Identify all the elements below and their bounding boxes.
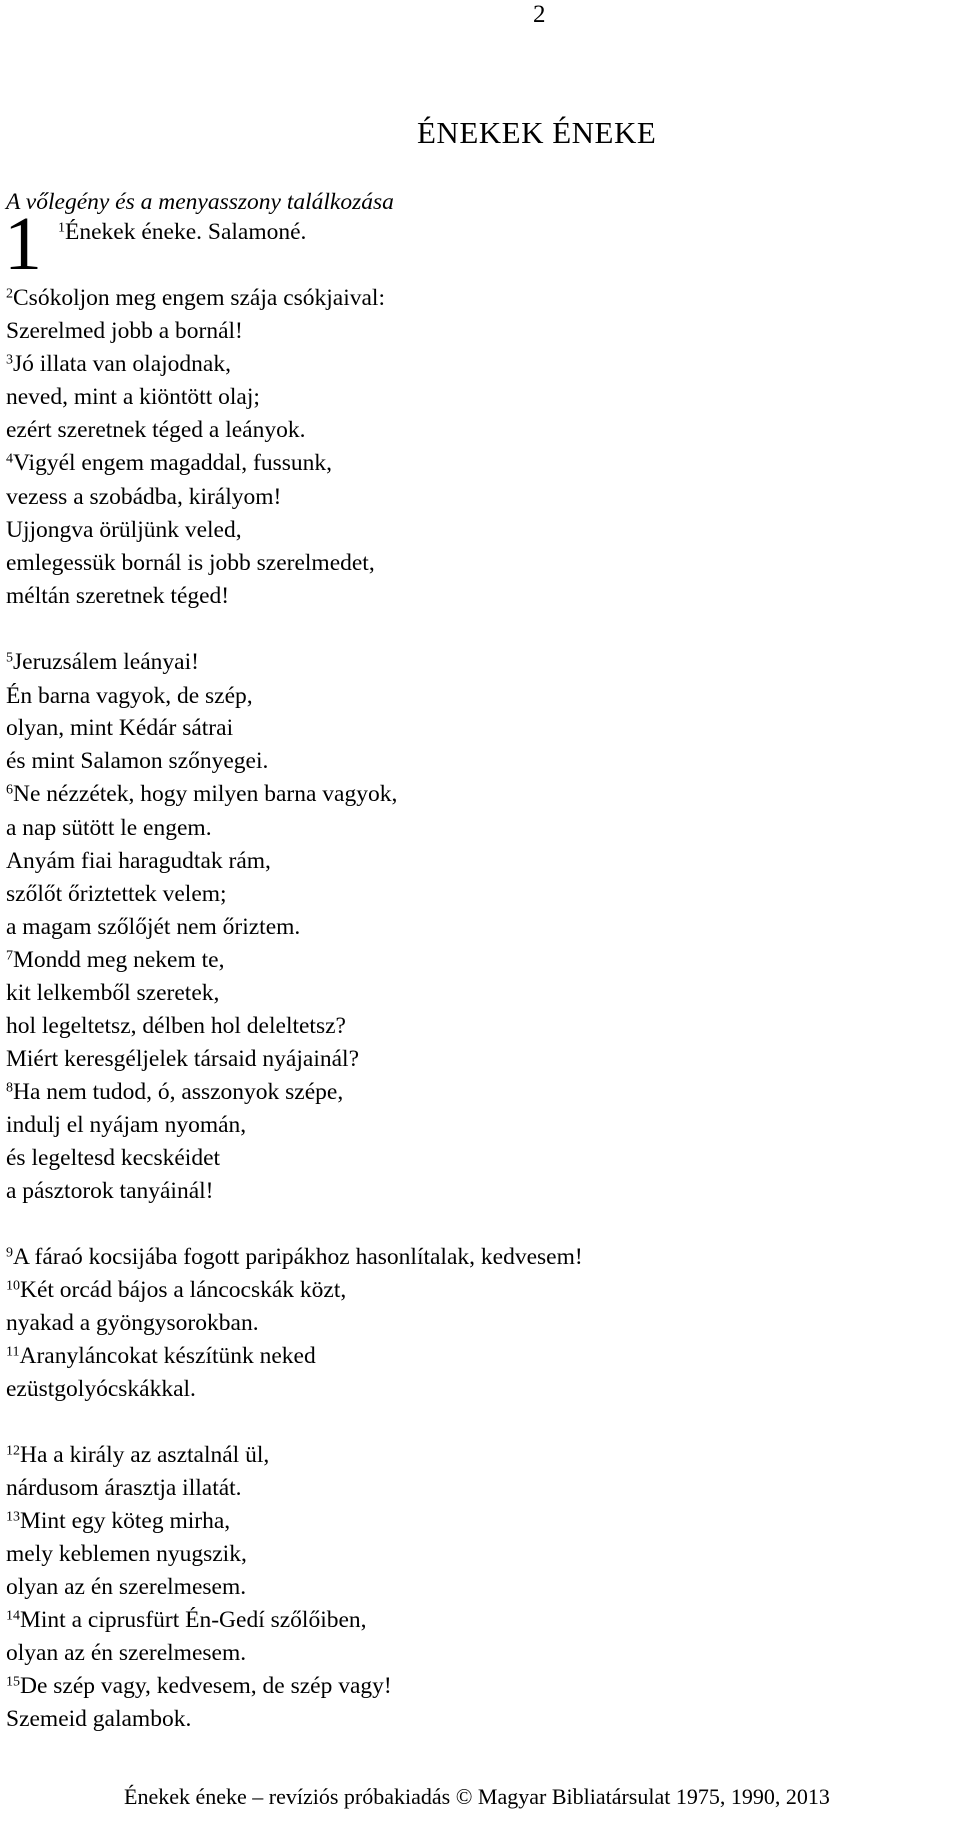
- verse-text: olyan, mint Kédár sátrai: [6, 715, 234, 741]
- verse-line: [6, 547, 375, 579]
- verse-text: Ujjongva örüljünk veled,: [6, 517, 242, 543]
- verse-line: [6, 414, 305, 446]
- verse-text: Jó illata van olajodnak,: [13, 351, 231, 377]
- verse-text: méltán szeretnek téged!: [6, 583, 230, 609]
- verse-number: 7: [6, 948, 13, 964]
- verse-number: 8: [6, 1080, 13, 1096]
- verse-line: [6, 1043, 359, 1075]
- verse-line: [6, 878, 227, 910]
- verse-line: [6, 911, 300, 943]
- verse-line: [6, 514, 242, 546]
- verse-line: [6, 745, 268, 777]
- verse-text: emlegessük bornál is jobb szerelmedet,: [6, 550, 375, 576]
- verse-line: [6, 580, 229, 612]
- verse-line: [6, 977, 219, 1009]
- verse-line: [6, 381, 260, 413]
- verse-text: Ha nem tudod, ó, asszonyok szépe,: [13, 1079, 344, 1105]
- verse-text: és mint Salamon szőnyegei.: [6, 748, 269, 774]
- verse-line: [6, 1670, 392, 1702]
- verse-line: [6, 1307, 259, 1339]
- verse-line: [6, 1538, 247, 1570]
- verse-line: [6, 1472, 242, 1504]
- verse-text: A fáraó kocsijába fogott paripákhoz hasonlítalak, kedvesem!: [13, 1244, 583, 1270]
- verse-line: [6, 1340, 316, 1372]
- verse-number: 10: [6, 1278, 20, 1294]
- page-number: 2: [533, 1, 546, 28]
- verse-text: De szép vagy, kedvesem, de szép vagy!: [20, 1673, 392, 1699]
- verse-text: Énekek éneke. Salamoné.: [65, 219, 307, 245]
- verse-text: a nap sütött le engem.: [6, 815, 212, 841]
- verse-line: [6, 944, 224, 976]
- verse-text: Mint a ciprusfürt Én-Gedí szőlőiben,: [20, 1607, 367, 1633]
- verse-line: [6, 1175, 214, 1207]
- verse-number: 14: [6, 1608, 20, 1624]
- verse-line: [58, 216, 306, 248]
- verse-text: Ha a király az asztalnál ül,: [20, 1442, 270, 1468]
- verse-text: Ne nézzétek, hogy milyen barna vagyok,: [13, 781, 398, 807]
- verse-number: 15: [6, 1674, 20, 1690]
- verse-text: Két orcád bájos a láncocskák közt,: [20, 1277, 347, 1303]
- verse-text: Aranyláncokat készítünk neked: [19, 1343, 316, 1369]
- verse-text: indulj el nyájam nyomán,: [6, 1112, 247, 1138]
- verse-line: [6, 1373, 196, 1405]
- verse-line: [6, 447, 332, 479]
- verse-text: olyan az én szerelmesem.: [6, 1640, 247, 1666]
- verse-text: mely keblemen nyugszik,: [6, 1541, 247, 1567]
- verse-text: nárdusom árasztja illatát.: [6, 1475, 242, 1501]
- verse-line: [6, 646, 199, 678]
- chapter-number: 1: [4, 202, 42, 286]
- verse-line: [6, 812, 212, 844]
- verse-text: Mint egy köteg mirha,: [20, 1508, 231, 1534]
- verse-line: [6, 1109, 246, 1141]
- verse-text: Szerelmed jobb a bornál!: [6, 318, 243, 344]
- verse-text: vezess a szobádba, királyom!: [6, 484, 282, 510]
- verse-text: neved, mint a kiöntött olaj;: [6, 384, 260, 410]
- verse-text: kit lelkemből szeretek,: [6, 980, 220, 1006]
- verse-text: Miért keresgéljelek társaid nyájainál?: [6, 1046, 359, 1072]
- verse-line: [6, 481, 281, 513]
- verse-text: hol legeltetsz, délben hol deleltetsz?: [6, 1013, 346, 1039]
- verse-line: [6, 1571, 246, 1603]
- verse-line: [6, 1010, 346, 1042]
- verse-number: 9: [6, 1245, 13, 1261]
- verse-text: szőlőt őriztettek velem;: [6, 881, 227, 907]
- verse-line: [6, 282, 385, 314]
- section-heading: A vőlegény és a menyasszony találkozása: [6, 189, 394, 215]
- verse-text: Mondd meg nekem te,: [13, 947, 225, 973]
- verse-text: Jeruzsálem leányai!: [13, 649, 199, 675]
- verse-line: [6, 1142, 220, 1174]
- footer: Énekek éneke – revíziós próbakiadás © Magyar Bibliatársulat 1975, 1990, 2013: [124, 1784, 830, 1809]
- verse-text: nyakad a gyöngysorokban.: [6, 1310, 259, 1336]
- verse-number: 4: [6, 451, 13, 467]
- verse-text: Szemeid galambok.: [6, 1706, 192, 1732]
- verse-text: a magam szőlőjét nem őriztem.: [6, 914, 301, 940]
- verse-number: 11: [6, 1344, 20, 1360]
- verse-line: [6, 1505, 230, 1537]
- verse-number: 5: [6, 650, 13, 666]
- verse-line: [6, 1604, 367, 1636]
- verse-text: ezért szeretnek téged a leányok.: [6, 417, 306, 443]
- verse-line: [6, 1637, 246, 1669]
- verse-text: Vigyél engem magaddal, fussunk,: [13, 450, 333, 476]
- verse-line: [6, 778, 397, 810]
- verse-number: 13: [6, 1509, 20, 1525]
- verse-text: és legeltesd kecskéidet: [6, 1145, 221, 1171]
- verse-line: [6, 1439, 269, 1471]
- verse-line: [6, 712, 233, 744]
- verse-number: 2: [6, 286, 13, 302]
- verse-text: olyan az én szerelmesem.: [6, 1574, 247, 1600]
- verse-text: Anyám fiai haragudtak rám,: [6, 848, 271, 874]
- verse-line: [6, 1241, 583, 1273]
- book-title: ÉNEKEK ÉNEKE: [417, 115, 657, 150]
- verse-line: [6, 348, 231, 380]
- verse-line: [6, 1076, 343, 1108]
- verse-line: [6, 1274, 346, 1306]
- verse-text: ezüstgolyócskákkal.: [6, 1376, 196, 1402]
- verse-number: 1: [58, 220, 65, 236]
- verse-line: [6, 845, 271, 877]
- verse-number: 6: [6, 782, 13, 798]
- verse-number: 12: [6, 1443, 20, 1459]
- verse-text: Én barna vagyok, de szép,: [6, 683, 253, 709]
- verse-text: a pásztorok tanyáinál!: [6, 1178, 214, 1204]
- verse-text: Csókoljon meg engem szája csókjaival:: [13, 285, 385, 311]
- verse-line: [6, 1703, 191, 1735]
- verse-number: 3: [6, 352, 13, 368]
- verse-line: [6, 680, 253, 712]
- verse-line: [6, 315, 243, 347]
